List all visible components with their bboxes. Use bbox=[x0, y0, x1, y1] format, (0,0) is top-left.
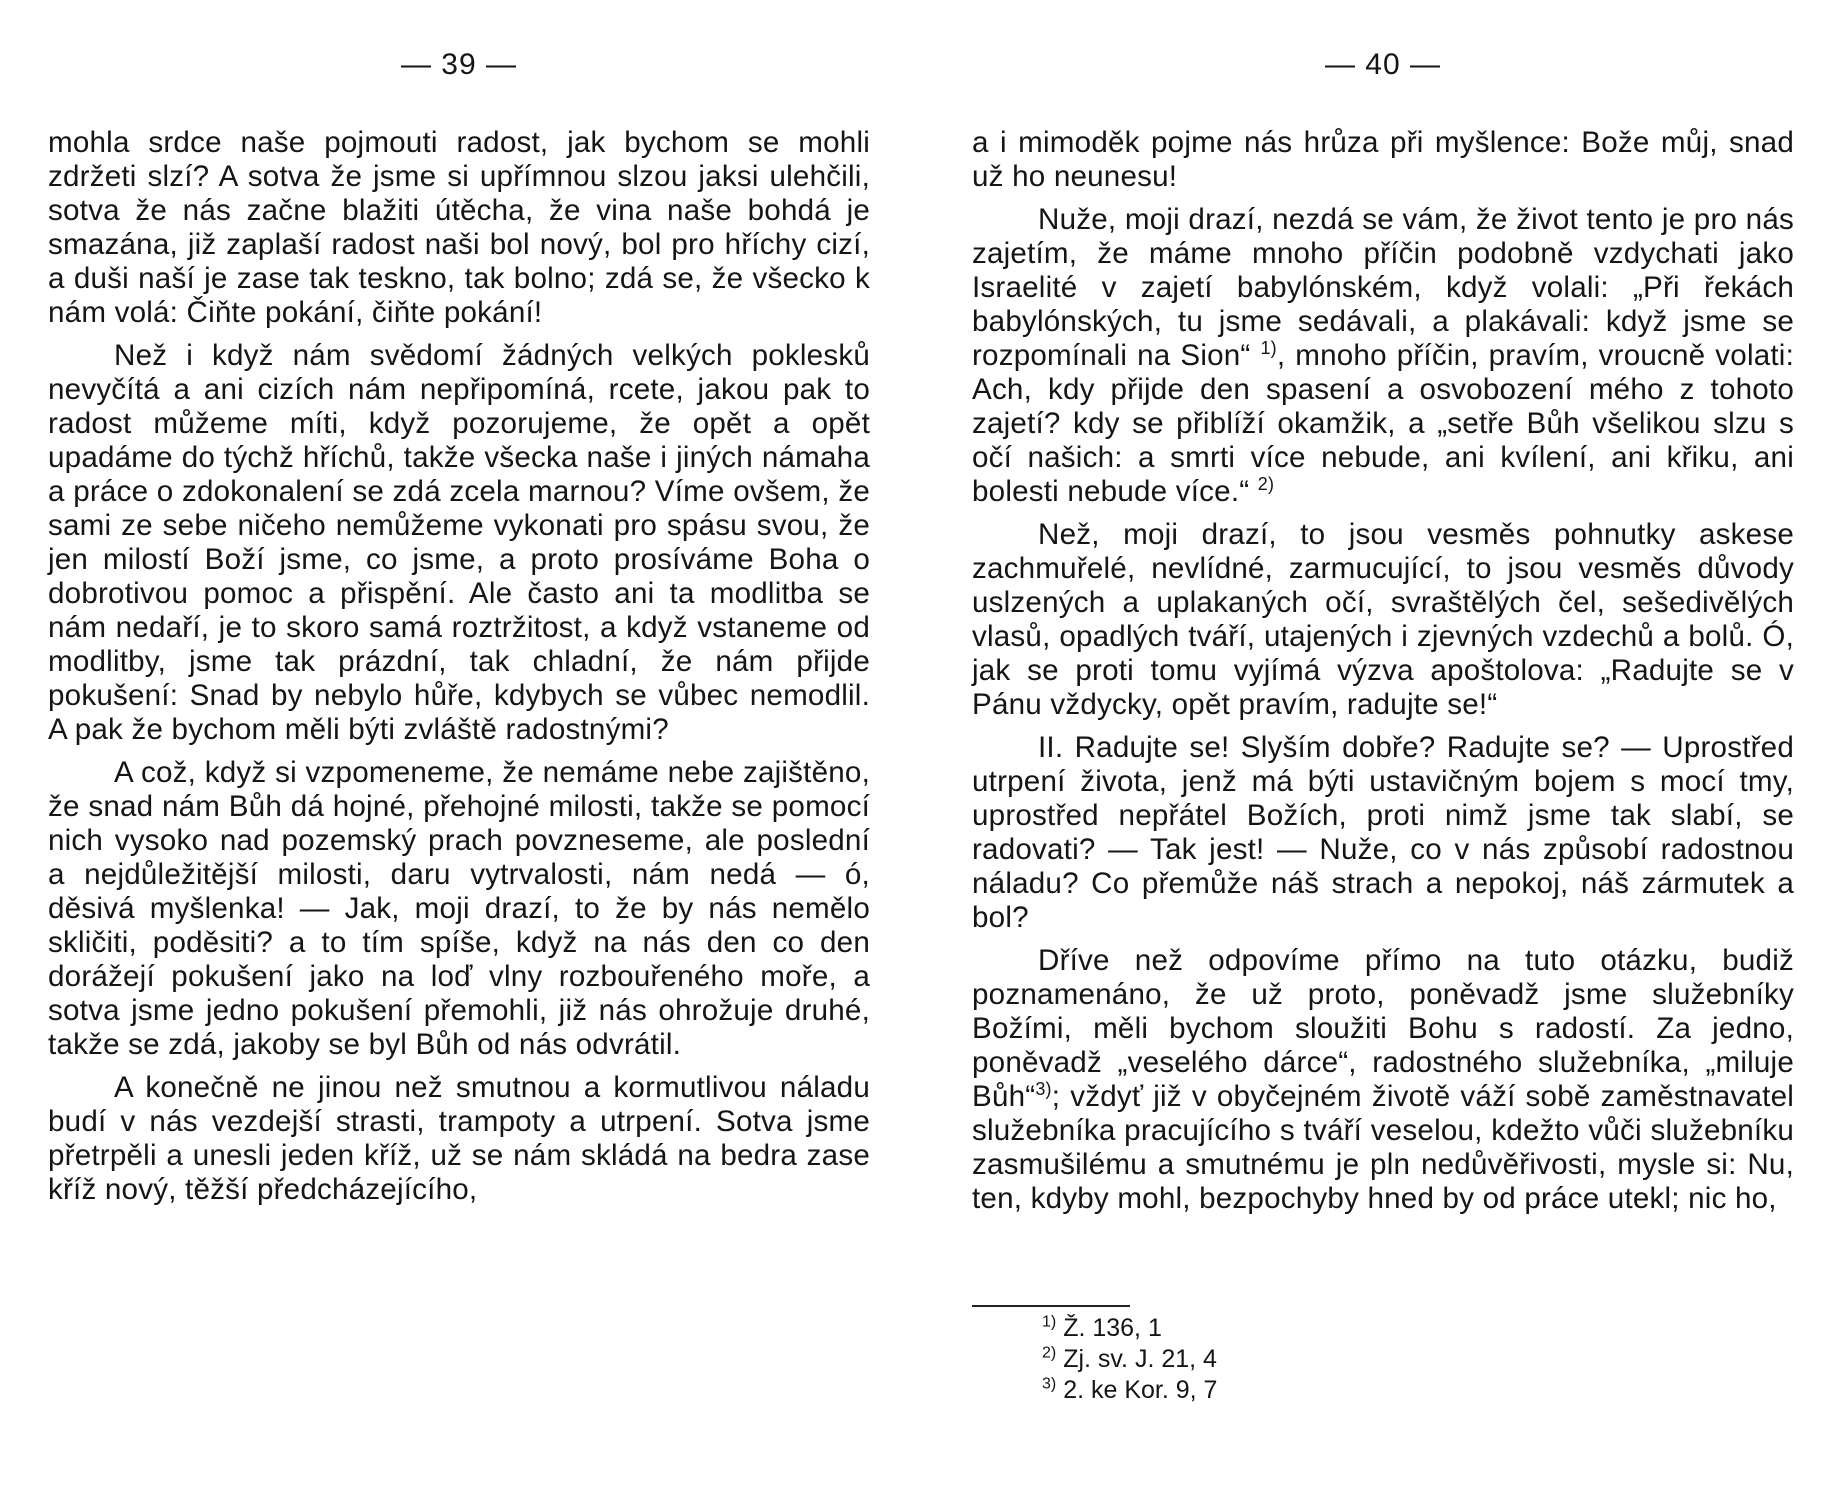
footnotes bbox=[1042, 1313, 1217, 1406]
footnote-mark: 3) bbox=[1042, 1375, 1057, 1393]
left-page bbox=[48, 0, 870, 1500]
footnote-mark: 1) bbox=[1042, 1313, 1057, 1331]
paragraph: Než i když nám svědomí žádných velkých poklesků nevyčítá a ani cizích nám nepřipomíná, rcete, jakou pak to radost můžeme míti, když pozorujeme, že opět a opět upadáme do týchž hříchů, takže všecka naše i jiných námaha a práce o zdokonalení se zdá zcela marnou? Víme ovšem, že sami ze sebe ničeho nemůžeme vykonati pro spásu svou, že jen milostí Boží jsme, co jsme, a proto prosíváme Boha o dobrotivou pomoc a přispění. Ale často ani ta modlitba se nám nedaří, je to skoro samá roztržitost, a když vstaneme od modlitby, jsme tak prázdní, tak chladní, že nám přijde pokušení: Snad by nebylo hůře, kdybych se vůbec nemodlil. A pak že bychom měli býti zvláště radostnými? bbox=[48, 339, 870, 746]
paragraph-text: mnoho příčin, pravím, vroucně volati: Ach, kdy přijde den spasení a osvobození mého z tohoto zajetí? kdy se přiblíží okamžik, a „setře Bůh všelikou slzu s očí našich: a smrti více nebude, ani kvílení, ani křiku, ani bolesti nebude více.“ bbox=[972, 339, 1794, 508]
note-ref: 1) bbox=[1260, 338, 1277, 359]
note-ref: 3) bbox=[1035, 1079, 1052, 1100]
paragraph: a i mimoděk pojme nás hrůza při myšlence: Bože můj, snad už ho neunesu! bbox=[972, 126, 1794, 193]
page-number-right: — 40 — bbox=[1324, 48, 1442, 81]
paragraph: A což, když si vzpomeneme, že nemáme nebe zajištěno, že snad nám Bůh dá hojné, přehojné milosti, takže se pomocí nich vysoko nad pozemský prach povzneseme, ale poslední a nejdůležitější milosti, daru vytrvalosti, nám nedá — ó, děsivá myšlenka! — Jak, moji drazí, to že by nás nemělo skličiti, poděsiti? a to tím spíše, když na nás den co den dorážejí pokušení jako na loď vlny rozbouřeného moře, a sotva jsme jedno pokušení přemohli, již nás ohrožuje druhé, takže se zdá, jakoby se byl Bůh od nás odvrátil. bbox=[48, 756, 870, 1061]
note-ref: 2) bbox=[1257, 474, 1275, 495]
paragraph bbox=[972, 944, 1794, 1216]
page-number-left: — 39 — bbox=[400, 48, 518, 81]
paragraph-text: Nuže, moji drazí, nezdá se vám, že život tento je pro nás zajetím, že máme mnoho příčin podobně vzdychati jako Israelité v zajetí babylónském, když volali: „Při řekách babylónských, tu jsme sedávali, a plakávali: když jsme se rozpomínali na Sion“ bbox=[972, 203, 1794, 372]
footnote bbox=[1042, 1344, 1217, 1375]
footnote-mark: 2) bbox=[1042, 1344, 1057, 1362]
footnote bbox=[1042, 1313, 1217, 1344]
footnote bbox=[1042, 1375, 1217, 1406]
footnote-divider bbox=[972, 1305, 1130, 1307]
paragraph-text: ; vždyť již v obyčejném životě váží sobě zaměstnavatel služebníka pracujícího s tváří veselou, kdežto vůči služebníku zasmušilému a smutnému je pln nedůvěřivosti, mysle si: Nu, ten, kdyby mohl, bezpochyby hned by od práce utekl; nic ho, bbox=[972, 1080, 1794, 1215]
footnote-text: Ž. 136, 1 bbox=[1063, 1314, 1162, 1342]
left-page-text bbox=[48, 126, 870, 1207]
paragraph-text: Dříve než odpovíme přímo na tuto otázku, budiž poznamenáno, že už proto, poněvadž jsme služebníky Božími, měli bychom sloužiti Bohu s radostí. Za jedno, poněvadž „veselého dárce“, radostného služebníka, „miluje Bůh“ bbox=[972, 944, 1794, 1113]
footnote-text: 2. ke Kor. 9, 7 bbox=[1063, 1376, 1218, 1404]
paragraph: A konečně ne jinou než smutnou a kormutlivou náladu budí v nás vezdejší strasti, trampoty a utrpení. Sotva jsme přetrpěli a unesli jeden kříž, už se nám skládá na bedra zase kříž nový, těžší předcházejícího, bbox=[48, 1071, 870, 1206]
right-page-text bbox=[972, 126, 1794, 1216]
right-page bbox=[972, 0, 1794, 1500]
paragraph: Nuže, moji drazí, nezdá se vám, že život tento je pro nás zajetím, že máme mnoho příčin podobně vzdychati jako Israelité v zajetí babylónském, když volali: „Při řekách babylónských, tu jsme sedávali, a plakávali: když jsme se rozpomínali na Sion“ $^{1)}$, mnoho příčin, pravím, vroucně volati: Ach, kdy přijde den spasení a osvobození mého z tohoto zajetí? kdy se přiblíží okamžik, a „setře Bůh všelikou slzu s očí našich: a smrti více nebude, ani kvílení, ani křiku, ani bolesti nebude více.“ $^{2)}$ bbox=[972, 203, 1794, 508]
paragraph: mohla srdce naše pojmouti radost, jak bychom se mohli zdržeti slzí? A sotva že jsme si upřímnou slzou jaksi ulehčili, sotva že nás začne blažiti útěcha, že vina naše bohdá je smazána, již zaplaší radost naši bol nový, bol pro hříchy cizí, a duši naší je zase tak teskno, tak bolno; zdá se, že všecko k nám volá: Čiňte pokání, čiňte pokání! bbox=[48, 126, 870, 329]
paragraph: II. Radujte se! Slyším dobře? Radujte se? — Uprostřed utrpení života, jenž má býti ustavičným bojem s mocí tmy, uprostřed nepřátel Božích, proti nimž jsme tak slabí, se radovati? — Tak jest! — Nuže, co v nás způsobí radostnou náladu? Co přemůže náš strach a nepokoj, náš zármutek a bol? bbox=[972, 731, 1794, 934]
footnote-text: Zj. sv. J. 21, 4 bbox=[1063, 1345, 1217, 1373]
paragraph: Než, moji drazí, to jsou vesměs pohnutky askese zachmuřelé, nevlídné, zarmucující, to jsou vesměs důvody uslzených a uplakaných očí, svraštělých čel, sešedivělých vlasů, opadlých tváří, utajených i zjevných vzdechů a bolů. Ó, jak se proti tomu vyjímá výzva apoštolova: „Radujte se v Pánu vždycky, opět pravím, radujte se!“ bbox=[972, 518, 1794, 721]
